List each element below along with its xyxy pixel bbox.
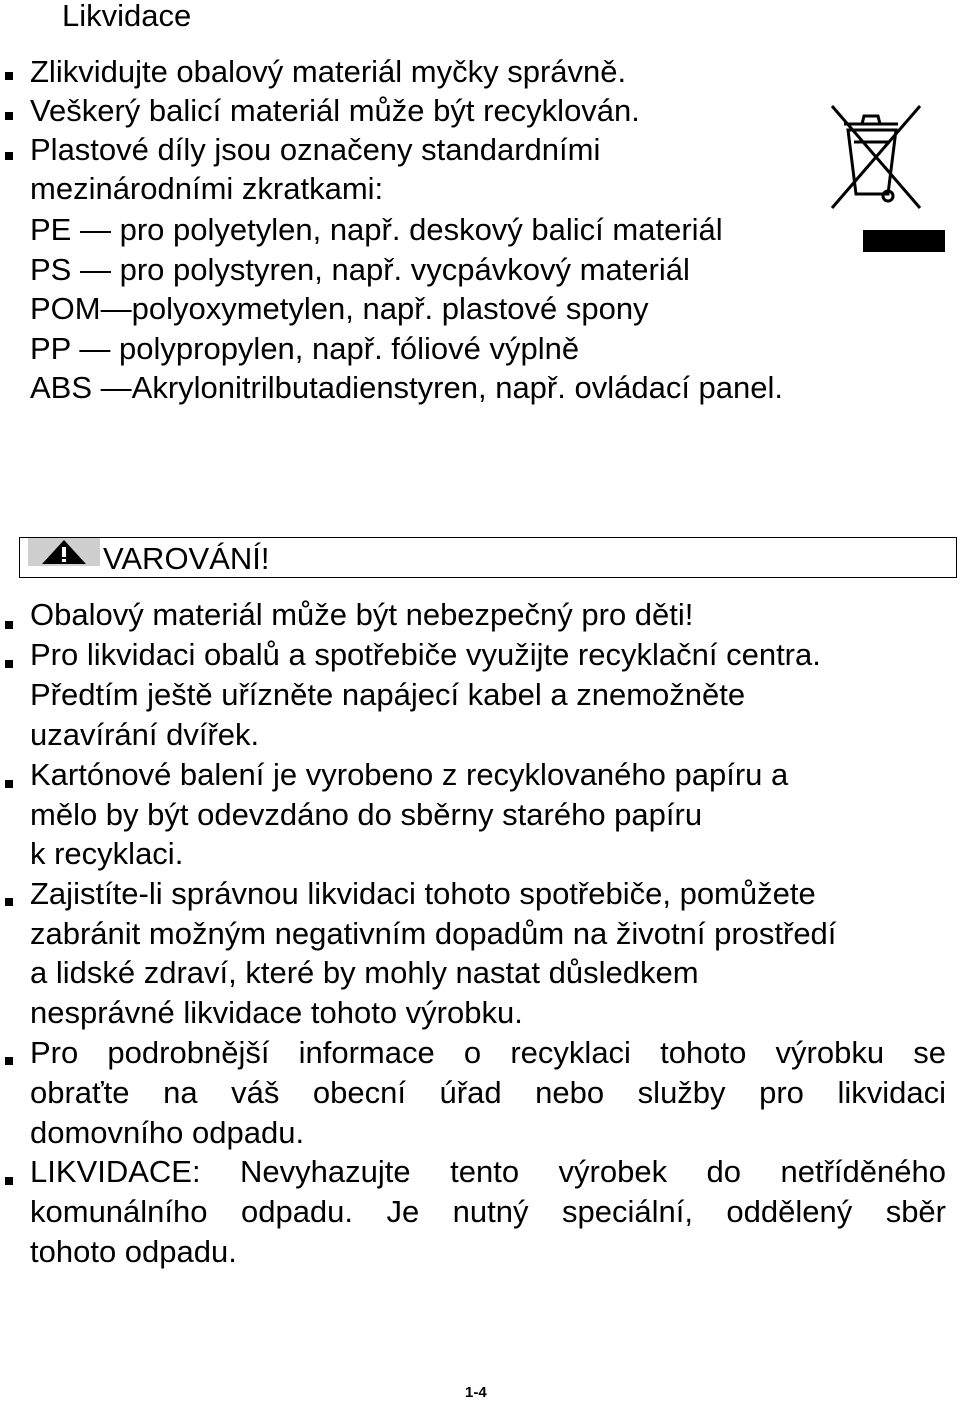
bullet-icon: [5, 152, 13, 160]
warning-triangle-icon: [28, 538, 100, 566]
disposal-item-line: domovního odpadu.: [30, 1115, 305, 1150]
disposal-item-line: zabránit možným negativním dopadům na životní prostředí: [30, 916, 837, 951]
disposal-item-line: mělo by být odevzdáno do sběrny starého papíru: [30, 797, 703, 832]
bullet-icon: [5, 621, 13, 629]
plastic-abbreviation: POM—polyoxymetylen, např. plastové spony: [30, 291, 649, 326]
disposal-item-line: tohoto odpadu.: [30, 1234, 237, 1269]
plastic-abbreviation: ABS —Akrylonitrilbutadienstyren, např. ovládací panel.: [30, 370, 784, 405]
bullet-icon: [5, 660, 13, 668]
bullet-icon: [5, 112, 13, 120]
disposal-item-line: uzavírání dvířek.: [30, 717, 260, 752]
plastic-abbreviation: PP — polypropylen, např. fóliové výplně: [30, 331, 580, 366]
disposal-item: Kartónové balení je vyrobeno z recyklovaného papíru a: [30, 757, 789, 792]
warning-label: VAROVÁNÍ!: [103, 541, 270, 576]
disposal-item-line: komunálního odpadu. Je nutný speciální, oddělený sběr: [30, 1194, 946, 1229]
bullet-icon: [5, 898, 13, 906]
packaging-item: Veškerý balicí materiál může být recyklován.: [30, 93, 640, 128]
packaging-item: Plastové díly jsou označeny standardními: [30, 132, 601, 167]
disposal-item-line: Předtím ještě uřízněte napájecí kabel a znemožněte: [30, 677, 746, 712]
disposal-item-line: obraťte na váš obecní úřad nebo služby pro likvidaci: [30, 1075, 946, 1110]
disposal-item-line: nesprávné likvidace tohoto výrobku.: [30, 995, 523, 1030]
bullet-icon: [5, 1177, 13, 1185]
disposal-item: LIKVIDACE: Nevyhazujte tento výrobek do netříděného: [30, 1154, 946, 1189]
section-title: Likvidace: [62, 0, 192, 33]
bullet-icon: [5, 72, 13, 80]
disposal-item: Pro likvidaci obalů a spotřebiče využijte recyklační centra.: [30, 637, 821, 672]
disposal-item-line: k recyklaci.: [30, 836, 184, 871]
bullet-icon: [5, 1057, 13, 1065]
plastic-abbreviation: PE — pro polyetylen, např. deskový balicí materiál: [30, 212, 723, 247]
packaging-item: Zlikvidujte obalový materiál myčky správně.: [30, 54, 627, 89]
crossed-out-wheelie-bin-icon: [828, 102, 924, 214]
disposal-item-line: a lidské zdraví, které by mohly nastat důsledkem: [30, 955, 699, 990]
packaging-item-continuation: mezinárodními zkratkami:: [30, 171, 384, 206]
page-number: 1-4: [465, 1384, 487, 1401]
disposal-item: Zajistíte-li správnou likvidaci tohoto spotřebiče, pomůžete: [30, 876, 816, 911]
disposal-item: Obalový materiál může být nebezpečný pro děti!: [30, 597, 694, 632]
bullet-icon: [5, 780, 13, 788]
plastic-abbreviation: PS — pro polystyren, např. vycpávkový materiál: [30, 252, 690, 287]
weee-black-bar: [863, 230, 945, 252]
disposal-item: Pro podrobnější informace o recyklaci tohoto výrobku se: [30, 1035, 946, 1070]
